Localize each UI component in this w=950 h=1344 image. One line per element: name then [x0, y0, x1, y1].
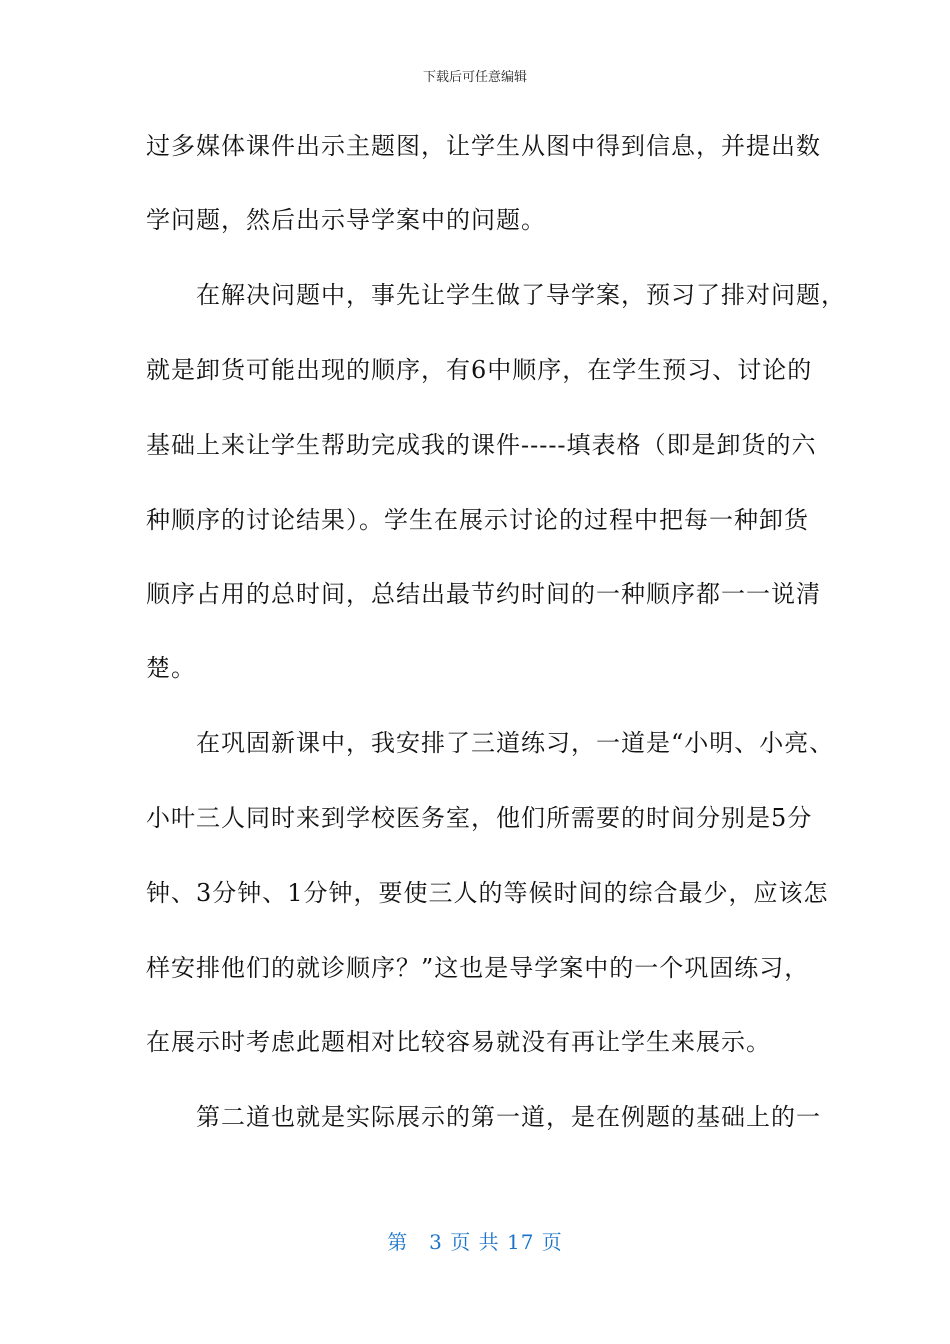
body-line: 第二道也就是实际展示的第一道，是在例题的基础上的一 [146, 1103, 821, 1131]
body-line: 过多媒体课件出示主题图，让学生从图中得到信息，并提出数 [146, 132, 821, 160]
body-line: 在解决问题中，事先让学生做了导学案，预习了排对问题， [146, 281, 846, 309]
body-line: 基础上来让学生帮助完成我的课件-----填表格（即是卸货的六 [146, 431, 817, 459]
body-line: 钟、3分钟、1分钟，要使三人的等候时间的综合最少，应该怎 [146, 879, 829, 907]
body-line: 顺序占用的总时间，总结出最节约时间的一种顺序都一一说清 [146, 580, 821, 608]
body-line: 楚。 [146, 654, 196, 682]
body-line: 在展示时考虑此题相对比较容易就没有再让学生来展示。 [146, 1028, 771, 1056]
body-line: 样安排他们的就诊顺序？”这也是导学案中的一个巩固练习， [146, 954, 810, 982]
body-line: 学问题，然后出示导学案中的问题。 [146, 206, 546, 234]
body-line: 种顺序的讨论结果）。学生在展示讨论的过程中把每一种卸货 [146, 506, 809, 534]
page-number-footer: 第 3 页 共 17 页 [387, 1230, 563, 1254]
body-line: 小叶三人同时来到学校医务室，他们所需要的时间分别是5分 [146, 804, 813, 832]
header-note: 下载后可任意编辑 [422, 70, 527, 85]
body-line: 在巩固新课中，我安排了三道练习，一道是“小明、小亮、 [146, 729, 835, 757]
body-line: 就是卸货可能出现的顺序，有6中顺序，在学生预习、讨论的 [146, 356, 813, 384]
